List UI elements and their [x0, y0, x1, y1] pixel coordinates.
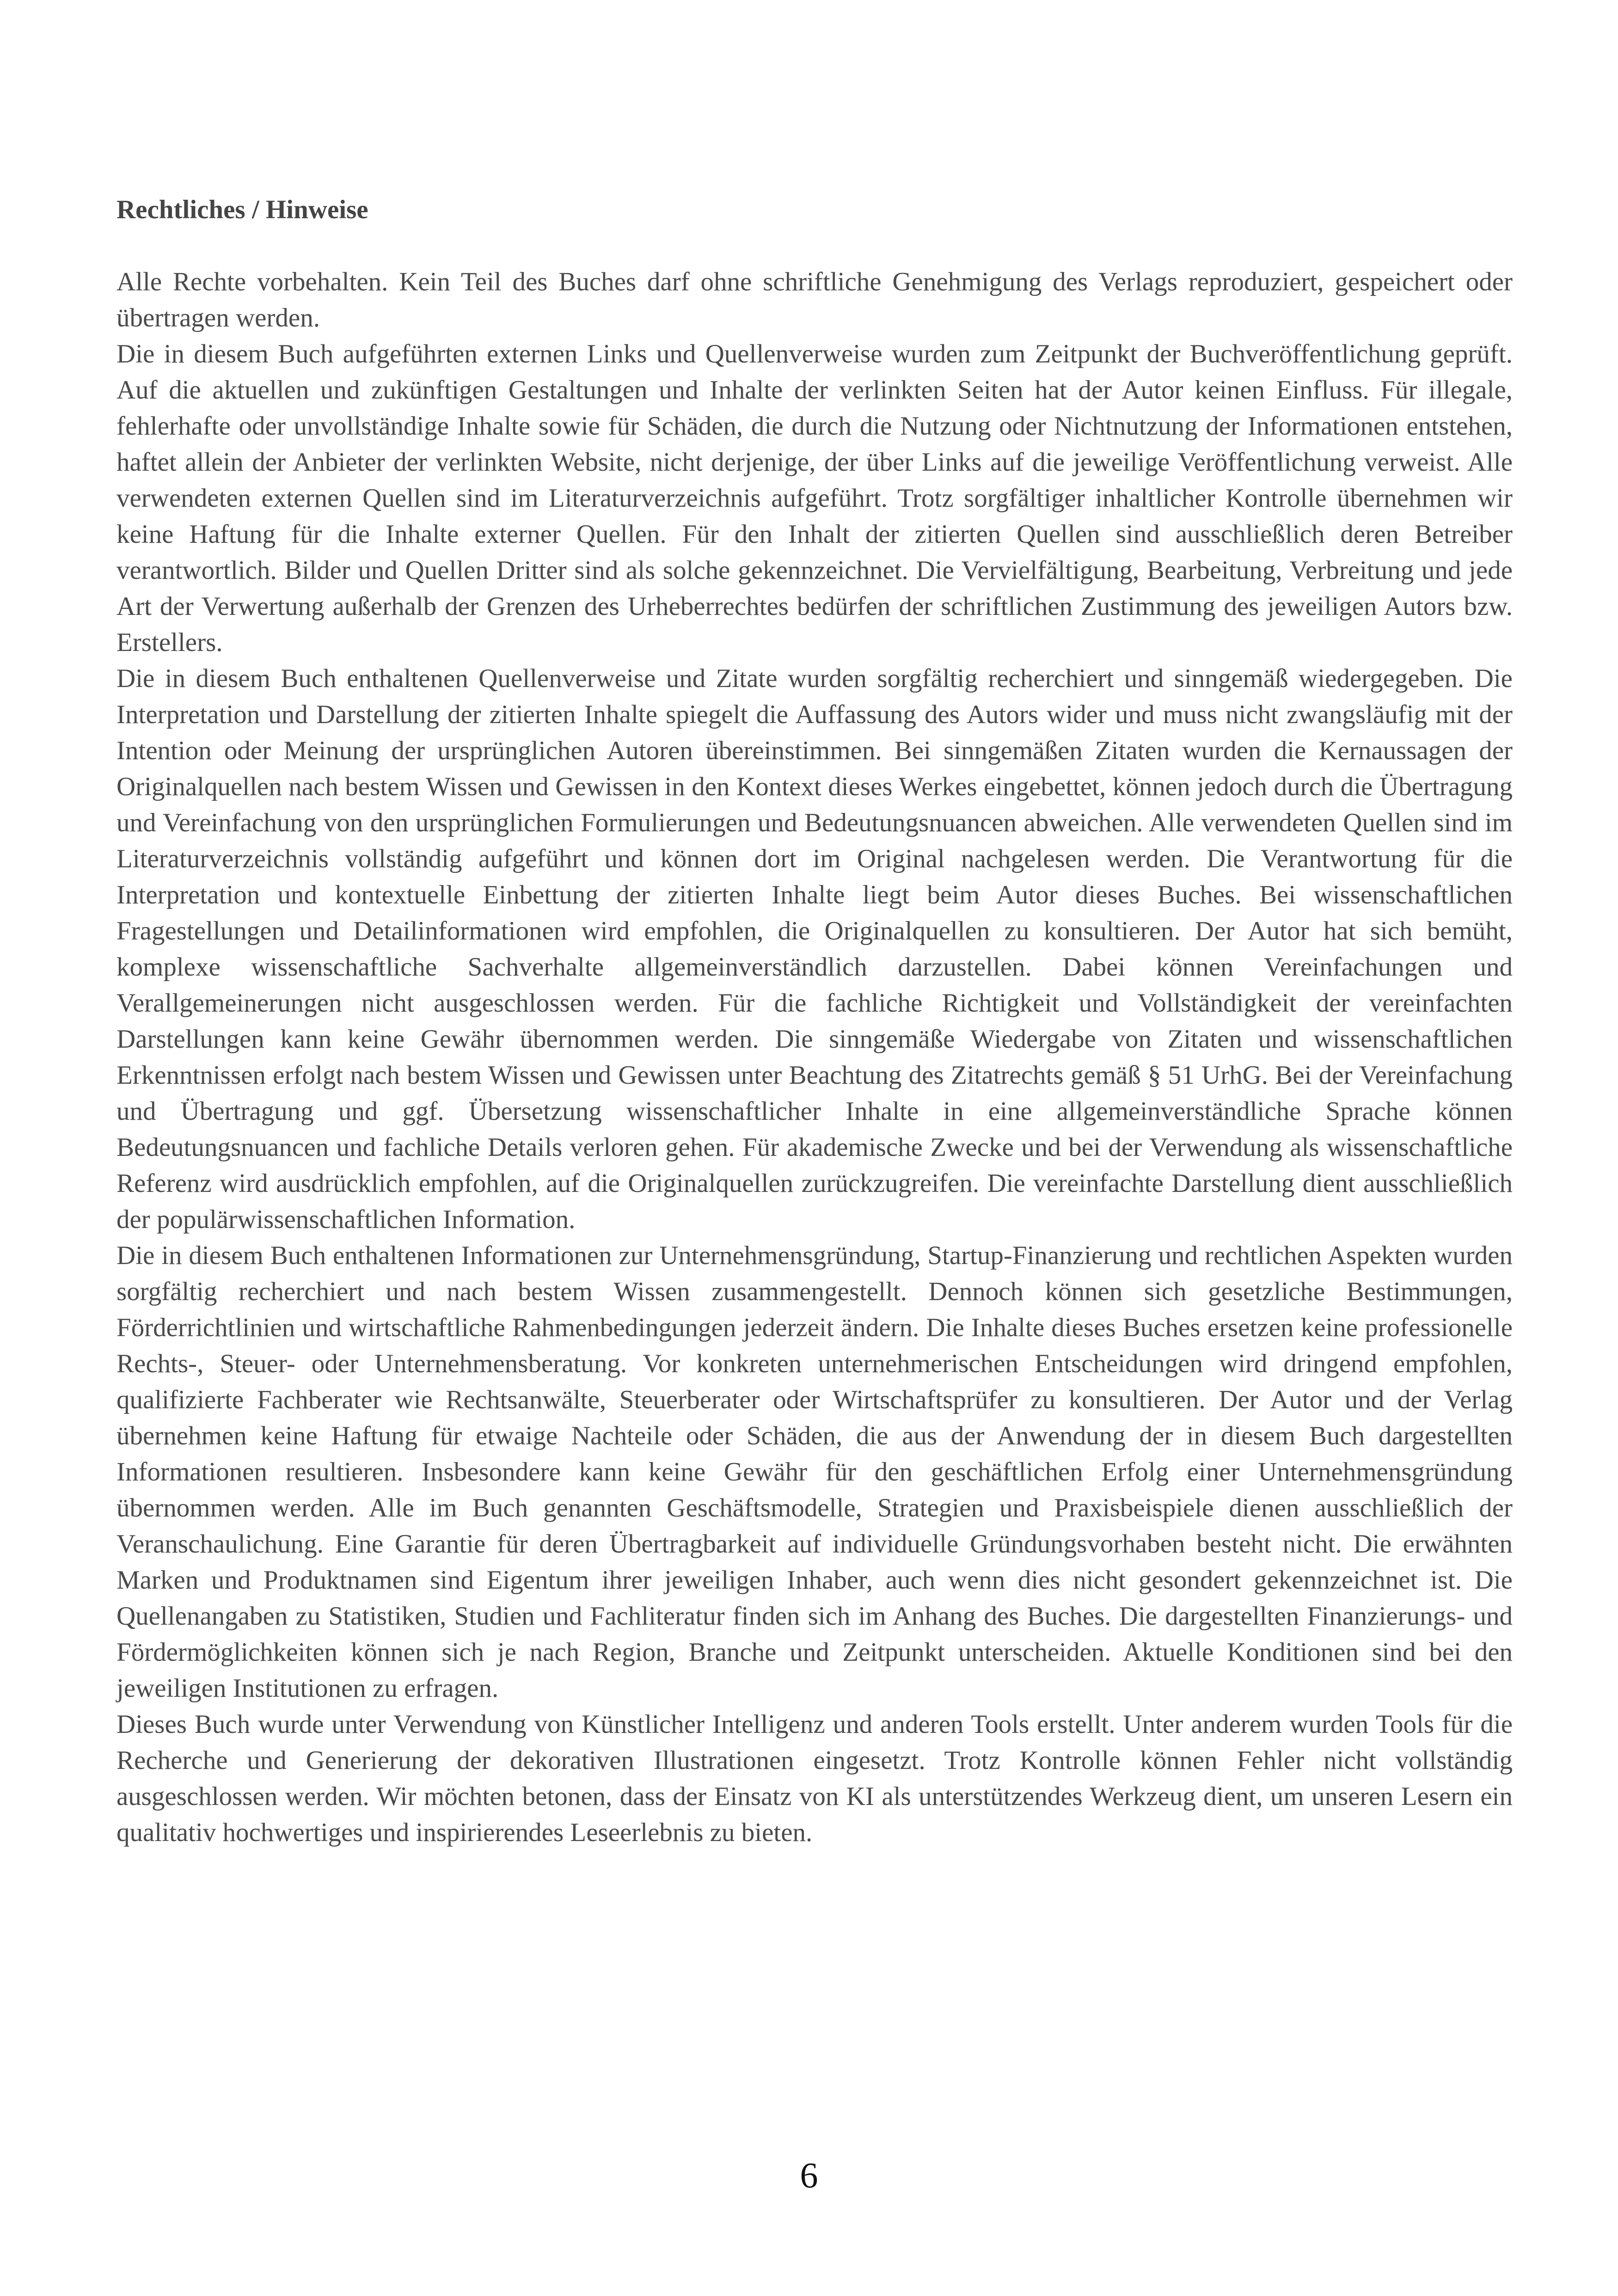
page-number: 6 [800, 2155, 818, 2195]
section-heading: Rechtliches / Hinweise [116, 195, 368, 224]
paragraph-business-disclaimer: Die in diesem Buch enthaltenen Informationen zur Unternehmensgründung, Startup-Finanzierung und rechtlichen Aspekten wurden sorgfältig recherchiert und nach bestem Wissen zusammengestellt. Dennoch können sich gesetzliche Bestimmungen, Förderrichtlinien und wirtschaftliche Rahmenbedingungen jederzeit ändern. Die Inhalte dieses Buches ersetzen keine professionelle Rechts-, Steuer- oder Unternehmensberatung. Vor konkreten unternehmerischen Entscheidungen wird dringend empfohlen, qualifizierte Fachberater wie Rechtsanwälte, Steuerberater oder Wirtschaftsprüfer zu konsultieren. Der Autor und der Verlag übernehmen keine Haftung für etwaige Nachteile oder Schäden, die aus der Anwendung der in diesem Buch dargestellten Informationen resultieren. Insbesondere kann keine Gewähr für den geschäftlichen Erfolg einer Unternehmensgründung übernommen werden. Alle im Buch genannten Geschäftsmodelle, Strategien und Praxisbeispiele dienen ausschließlich der Veranschaulichung. Eine Garantie für deren Übertragbarkeit auf individuelle Gründungsvorhaben besteht nicht. Die erwähnten Marken und Produktnamen sind Eigentum ihrer jeweiligen Inhaber, auch wenn dies nicht gesondert gekennzeichnet ist. Die Quellenangaben zu Statistiken, Studien und Fachliteratur finden sich im Anhang des Buches. Die dargestellten Finanzierungs- und Fördermöglichkeiten können sich je nach Region, Branche und Zeitpunkt unterscheiden. Aktuelle Konditionen sind bei den jeweiligen Institutionen zu erfragen. [116, 1241, 1513, 1703]
page-content [116, 192, 1513, 1851]
paragraph-rights: Alle Rechte vorbehalten. Kein Teil des Buches darf ohne schriftliche Genehmigung des Verlags reproduziert, gespeichert oder übertragen werden. [116, 267, 1513, 332]
paragraph-ai-notice: Dieses Buch wurde unter Verwendung von Künstlicher Intelligenz und anderen Tools erstellt. Unter anderem wurden Tools für die Recherche und Generierung der dekorativen Illustrationen eingesetzt. Trotz Kontrolle können Fehler nicht vollständig ausgeschlossen werden. Wir möchten betonen, dass der Einsatz von KI als unterstützendes Werkzeug dient, um unseren Lesern ein qualitativ hochwertiges und inspirierendes Leseerlebnis zu bieten. [116, 1710, 1513, 1847]
paragraph-citations: Die in diesem Buch enthaltenen Quellenverweise und Zitate wurden sorgfältig recherchiert und sinngemäß wiedergegeben. Die Interpretation und Darstellung der zitierten Inhalte spiegelt die Auffassung des Autors wider und muss nicht zwangsläufig mit der Intention oder Meinung der ursprünglichen Autoren übereinstimmen. Bei sinngemäßen Zitaten wurden die Kernaussagen der Originalquellen nach bestem Wissen und Gewissen in den Kontext dieses Werkes eingebettet, können jedoch durch die Übertragung und Vereinfachung von den ursprünglichen Formulierungen und Bedeutungsnuancen abweichen. Alle verwendeten Quellen sind im Literaturverzeichnis vollständig aufgeführt und können dort im Original nachgelesen werden. Die Verantwortung für die Interpretation und kontextuelle Einbettung der zitierten Inhalte liegt beim Autor dieses Buches. Bei wissenschaftlichen Fragestellungen und Detailinformationen wird empfohlen, die Originalquellen zu konsultieren. Der Autor hat sich bemüht, komplexe wissenschaftliche Sachverhalte allgemeinverständlich darzustellen. Dabei können Vereinfachungen und Verallgemeinerungen nicht ausgeschlossen werden. Für die fachliche Richtigkeit und Vollständigkeit der vereinfachten Darstellungen kann keine Gewähr übernommen werden. Die sinngemäße Wiedergabe von Zitaten und wissenschaftlichen Erkenntnissen erfolgt nach bestem Wissen und Gewissen unter Beachtung des Zitatrechts gemäß § 51 UrhG. Bei der Vereinfachung und Übertragung und ggf. Übersetzung wissenschaftlicher Inhalte in eine allgemeinverständliche Sprache können Bedeutungsnuancen und fachliche Details verloren gehen. Für akademische Zwecke und bei der Verwendung als wissenschaftliche Referenz wird ausdrücklich empfohlen, auf die Originalquellen zurückzugreifen. Die vereinfachte Darstellung dient ausschließlich der populärwissenschaftlichen Information. [116, 664, 1513, 1234]
paragraph-external-links: Die in diesem Buch aufgeführten externen Links und Quellenverweise wurden zum Zeitpunkt der Buchveröffentlichung geprüft. Auf die aktuellen und zukünftigen Gestaltungen und Inhalte der verlinkten Seiten hat der Autor keinen Einfluss. Für illegale, fehlerhafte oder unvollständige Inhalte sowie für Schäden, die durch die Nutzung oder Nichtnutzung der Informationen entstehen, haftet allein der Anbieter der verlinkten Website, nicht derjenige, der über Links auf die jeweilige Veröffentlichung verweist. Alle verwendeten externen Quellen sind im Literaturverzeichnis aufgeführt. Trotz sorgfältiger inhaltlicher Kontrolle übernehmen wir keine Haftung für die Inhalte externer Quellen. Für den Inhalt der zitierten Quellen sind ausschließlich deren Betreiber verantwortlich. Bilder und Quellen Dritter sind als solche gekennzeichnet. Die Vervielfältigung, Bearbeitung, Verbreitung und jede Art der Verwertung außerhalb der Grenzen des Urheberrechtes bedürfen der schriftlichen Zustimmung des jeweiligen Autors bzw. Erstellers. [116, 339, 1513, 657]
